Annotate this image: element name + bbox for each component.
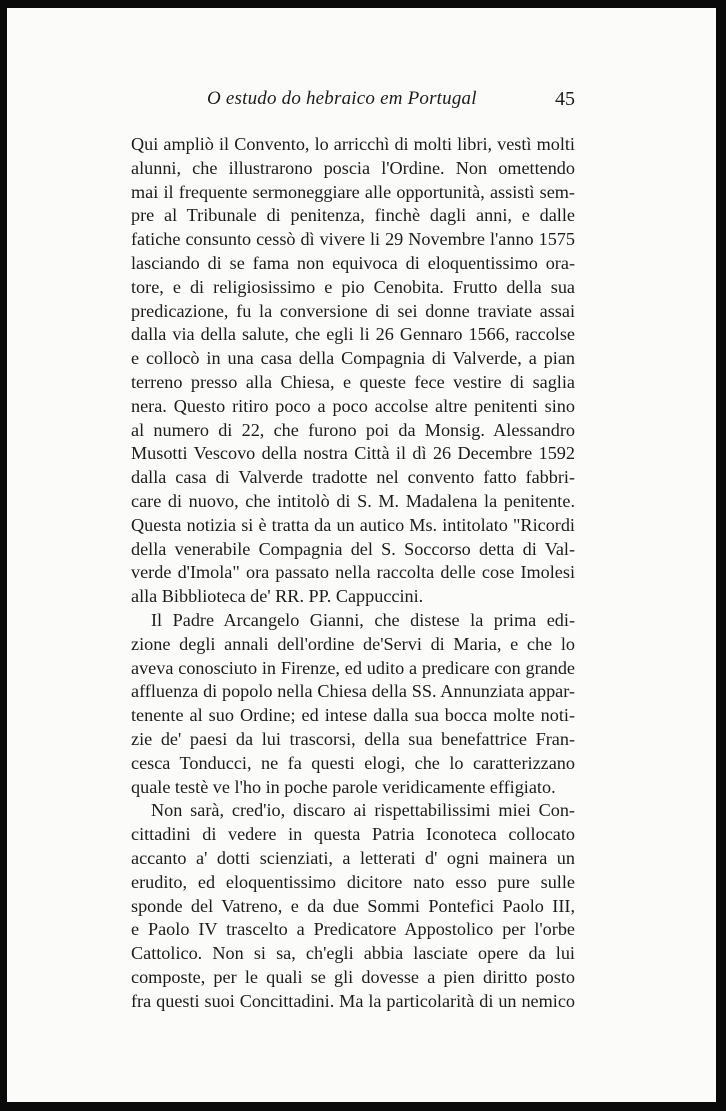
text-line: sponde del Vatreno, e da due Sommi Pontefici Paolo III, xyxy=(131,895,575,916)
text-line: alunni, che illustrarono poscia l'Ordine. Non omettendo xyxy=(131,157,575,178)
text-line: zione degli annali dell'ordine de'Servi di Maria, e che lo xyxy=(131,633,575,654)
text-line: Questa notizia si è tratta da un autico Ms. intitolato "Ricordi xyxy=(131,514,575,535)
paragraph-3 xyxy=(131,799,575,1013)
text-line: care di nuovo, che intitolò di S. M. Madalena la penitente. xyxy=(131,490,575,511)
text-line: terreno presso alla Chiesa, e queste fece vestire di saglia xyxy=(131,371,575,392)
text-line: fatiche consunto cessò dì vivere li 29 Novembre l'anno 1575 xyxy=(131,229,575,250)
paragraph-2 xyxy=(131,609,575,799)
text-line: della venerabile Compagnia del S. Soccorso detta di Val- xyxy=(131,538,575,559)
text-line: lasciando di se fama non equivoca di eloquentissimo ora- xyxy=(131,252,575,273)
text-line: cittadini di vedere in questa Patria Iconoteca collocato xyxy=(131,824,575,845)
text-line: accanto a' dotti scienziati, a letterati d' ogni mainera un xyxy=(131,847,575,868)
text-line: e collocò in una casa della Compagnia di Valverde, a pian xyxy=(131,348,575,369)
text-line: nera. Questo ritiro poco a poco accolse altre penitenti sino xyxy=(131,395,575,416)
paragraph-1 xyxy=(131,133,575,609)
running-title: O estudo do hebraico em Portugal xyxy=(207,88,477,109)
text-line: Musotti Vescovo della nostra Città il dì 26 Decembre 1592 xyxy=(131,443,575,464)
text-line: quale testè ve l'ho in poche parole veridicamente effigiato. xyxy=(131,776,556,797)
text-line: verde d'Imola" ora passato nella raccolta delle cose Imolesi xyxy=(131,562,575,583)
text-line: e Paolo IV trascelto a Predicatore Appostolico per l'orbe xyxy=(131,919,575,940)
text-line: tore, e di religiosissimo e pio Cenobita. Frutto della sua xyxy=(131,276,575,297)
text-line: Il Padre Arcangelo Gianni, che distese la prima edi- xyxy=(151,609,575,630)
text-line: tenente al suo Ordine; ed intese dalla sua bocca molte noti- xyxy=(131,705,575,726)
text-line: fra questi suoi Concittadini. Ma la particolarità di un nemico xyxy=(131,990,575,1011)
page-number: 45 xyxy=(555,88,575,110)
text-line: erudito, ed eloquentissimo dicitore nato esso pure sulle xyxy=(131,871,575,892)
text-line: Qui ampliò il Convento, lo arricchì di molti libri, vestì molti xyxy=(131,134,575,154)
body-text xyxy=(131,133,575,1013)
text-line: mai il frequente sermoneggiare alle opportunità, assistì sem- xyxy=(131,181,575,202)
text-line: pre al Tribunale di penitenza, finchè dagli anni, e dalle xyxy=(131,205,575,226)
text-line: predicazione, fu la conversione di sei donne traviate assai xyxy=(131,300,575,321)
text-line: cesca Tonducci, ne fa questi elogi, che lo caratterizzano xyxy=(131,752,575,773)
text-line: alla Bibblioteca de' RR. PP. Cappuccini. xyxy=(131,586,424,607)
text-line: affluenza di popolo nella Chiesa della SS. Annunziata appar- xyxy=(131,681,575,702)
text-line: al numero di 22, che furono poi da Monsig. Alessandro xyxy=(131,419,575,440)
text-line: aveva conosciuto in Firenze, ed udito a predicare con grande xyxy=(131,657,575,678)
text-line: dalla casa di Valverde tradotte nel convento fatto fabbri- xyxy=(131,467,575,488)
text-line: Cattolico. Non si sa, ch'egli abbia lasciate opere da lui xyxy=(131,943,575,964)
text-line: Non sarà, cred'io, discaro ai rispettabilissimi miei Con- xyxy=(151,800,575,821)
text-line: composte, per le quali se gli dovesse a pien diritto posto xyxy=(131,966,575,987)
running-head xyxy=(131,88,575,118)
text-line: zie de' paesi da lui trascorsi, della sua benefattrice Fran- xyxy=(131,728,575,749)
text-line: dalla via della salute, che egli li 26 Gennaro 1566, raccolse xyxy=(131,324,575,345)
